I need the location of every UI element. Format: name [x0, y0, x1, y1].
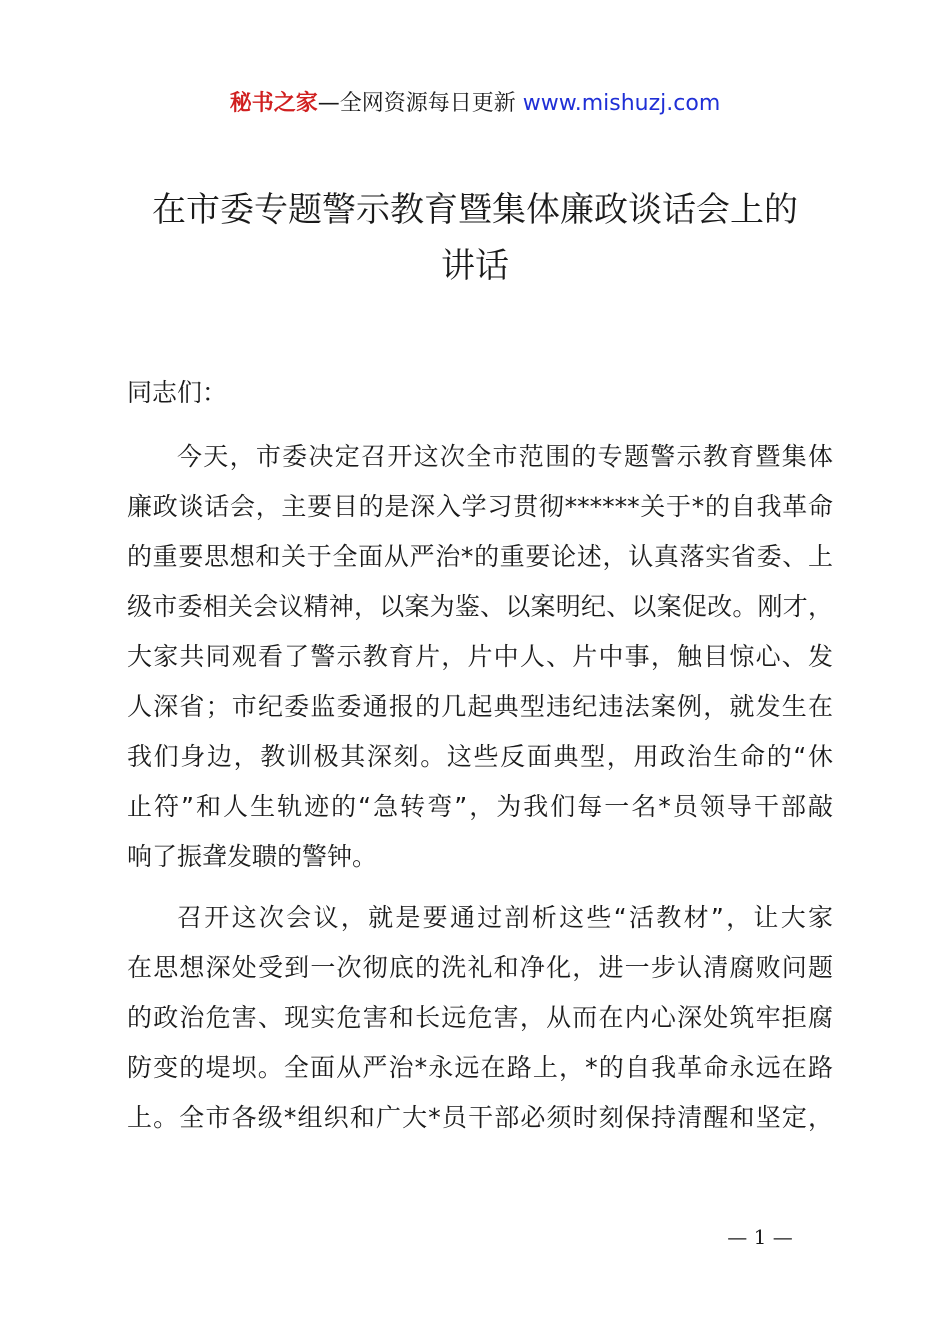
text-line: 上。全市各级*组织和广大*员干部必须时刻保持清醒和坚定， — [127, 1103, 833, 1132]
text-line: 响了振聋发聩的警钟。 — [127, 842, 378, 871]
brand-name: 秘书之家 — [229, 91, 318, 116]
text-line: 召开这次会议，就是要通过剖析这些“活教材”，让大家 — [177, 903, 833, 932]
text-line: 廉政谈话会，主要目的是深入学习贯彻******关于*的自我革命 — [127, 492, 833, 521]
paragraph-1 — [127, 432, 833, 882]
site-url-link[interactable]: www.mishuzj.com — [522, 91, 721, 116]
title-line-1: 在市委专题警示教育暨集体廉政谈话会上的 — [152, 190, 798, 230]
text-line: 的重要思想和关于全面从严治*的重要论述，认真落实省委、上 — [127, 542, 833, 571]
text-line: 在思想深处受到一次彻底的洗礼和净化，进一步认清腐败问题 — [127, 953, 833, 982]
text-line: 止符”和人生轨迹的“急转弯”，为我们每一名*员领导干部敲 — [127, 792, 833, 821]
title-line-2: 讲话 — [441, 246, 509, 286]
salutation: 同志们： — [127, 378, 228, 407]
text-line: 级市委相关会议精神，以案为鉴、以案明纪、以案促改。刚才， — [127, 592, 833, 621]
paragraph-2 — [127, 893, 833, 1143]
page-number: — 1 — — [727, 1225, 793, 1249]
document-title — [100, 182, 850, 294]
site-header — [0, 88, 950, 120]
text-line: 的政治危害、现实危害和长远危害，从而在内心深处筑牢拒腐 — [127, 1003, 833, 1032]
text-line: 防变的堤坝。全面从严治*永远在路上，*的自我革命永远在路 — [127, 1053, 833, 1082]
header-tagline: —全网资源每日更新 — [317, 91, 516, 116]
text-line: 我们身边，教训极其深刻。这些反面典型，用政治生命的“休 — [127, 742, 833, 771]
text-line: 大家共同观看了警示教育片，片中人、片中事，触目惊心、发 — [127, 642, 833, 671]
text-line: 今天，市委决定召开这次全市范围的专题警示教育暨集体 — [177, 442, 833, 471]
text-line: 人深省；市纪委监委通报的几起典型违纪违法案例，就发生在 — [127, 692, 833, 721]
